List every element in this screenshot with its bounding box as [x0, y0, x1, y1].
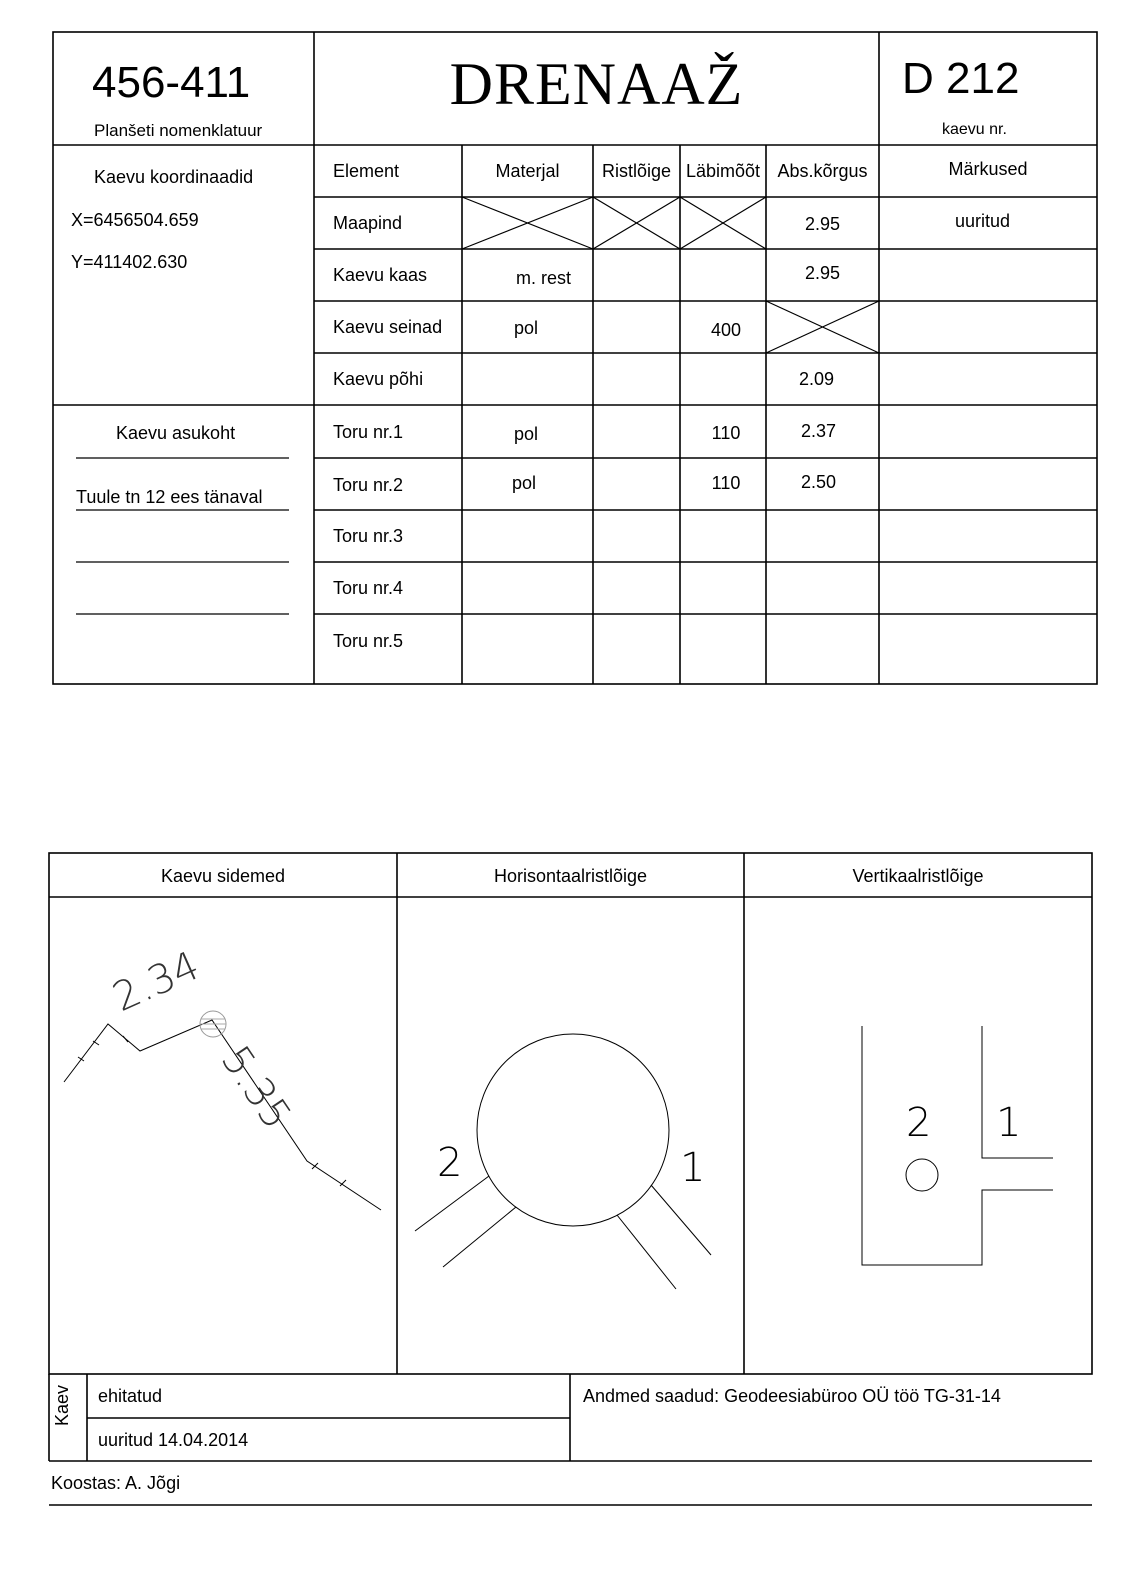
vertical-section-title: Vertikaalristlõige — [852, 866, 984, 886]
coordinate-x: X=6456504.659 — [71, 210, 199, 230]
row-elevation-toru-2: 2.50 — [800, 472, 837, 492]
column-header-cross-section: Ristlõige — [601, 161, 672, 181]
footer-author: Koostas: A. Jõgi — [51, 1473, 181, 1493]
row-elevation-kaevu-pohi: 2.09 — [798, 369, 835, 389]
well-number-label: kaevu nr. — [942, 121, 1007, 138]
row-elevation-kaevu-kaas: 2.95 — [804, 263, 841, 283]
footer-built: ehitatud — [98, 1386, 163, 1406]
horizontal-pipe-1-label: 1 — [680, 1145, 706, 1191]
horizontal-pipe-2-label: 2 — [437, 1140, 463, 1186]
row-element-toru-4: Toru nr.4 — [333, 578, 404, 598]
row-element-kaevu-seinad: Kaevu seinad — [333, 317, 443, 337]
sheet-number-label: Planšeti nomenklatuur — [94, 121, 263, 140]
row-element-toru-5: Toru nr.5 — [333, 631, 404, 651]
row-material-toru-2: pol — [512, 473, 537, 493]
row-element-toru-2: Toru nr.2 — [333, 475, 404, 495]
tie-distance-1: 2.34 — [106, 942, 207, 1021]
sheet-number: 456-411 — [92, 58, 251, 107]
row-element-kaevu-pohi: Kaevu põhi — [333, 369, 424, 389]
footer-data-source: Andmed saadud: Geodeesiabüroo OÜ töö TG-31-14 — [583, 1386, 1001, 1406]
row-diameter-kaevu-seinad: 400 — [710, 320, 742, 340]
row-element-toru-1: Toru nr.1 — [333, 422, 404, 442]
document-title: DRENAAŽ — [449, 51, 744, 117]
vertical-pipe-2-label: 2 — [906, 1100, 932, 1146]
column-header-material: Materjal — [495, 161, 560, 181]
row-notes-maapind: uuritud — [954, 211, 1011, 231]
ties-panel-title: Kaevu sidemed — [160, 866, 286, 886]
row-material-toru-1: pol — [514, 424, 539, 444]
row-diameter-toru-2: 110 — [711, 473, 741, 493]
coordinate-y: Y=411402.630 — [71, 252, 188, 272]
tie-distance-2: 5.35 — [211, 1038, 300, 1138]
row-element-toru-3: Toru nr.3 — [333, 526, 404, 546]
row-element-maapind: Maapind — [333, 213, 403, 233]
row-material-kaevu-kaas: m. rest — [515, 268, 571, 288]
row-element-kaevu-kaas: Kaevu kaas — [333, 265, 428, 285]
row-elevation-toru-1: 2.37 — [800, 421, 837, 441]
row-material-kaevu-seinad: pol — [514, 318, 539, 338]
column-header-elevation: Abs.kõrgus — [777, 161, 868, 181]
row-diameter-toru-1: 110 — [711, 423, 741, 443]
column-header-diameter: Läbimõõt — [685, 161, 761, 181]
horizontal-section-title: Horisontaalristlõige — [493, 866, 648, 886]
footer-surveyed: uuritud 14.04.2014 — [98, 1430, 249, 1450]
row-elevation-maapind: 2.95 — [804, 214, 841, 234]
column-header-element: Element — [333, 161, 400, 181]
footer-side-label: Kaev — [52, 1384, 72, 1426]
column-header-notes: Märkused — [948, 159, 1028, 179]
coordinates-label: Kaevu koordinaadid — [94, 167, 254, 187]
location-label: Kaevu asukoht — [116, 423, 236, 443]
well-number: D 212 — [902, 54, 1020, 103]
location-value: Tuule tn 12 ees tänaval — [76, 487, 263, 507]
vertical-pipe-1-label: 1 — [996, 1100, 1022, 1146]
